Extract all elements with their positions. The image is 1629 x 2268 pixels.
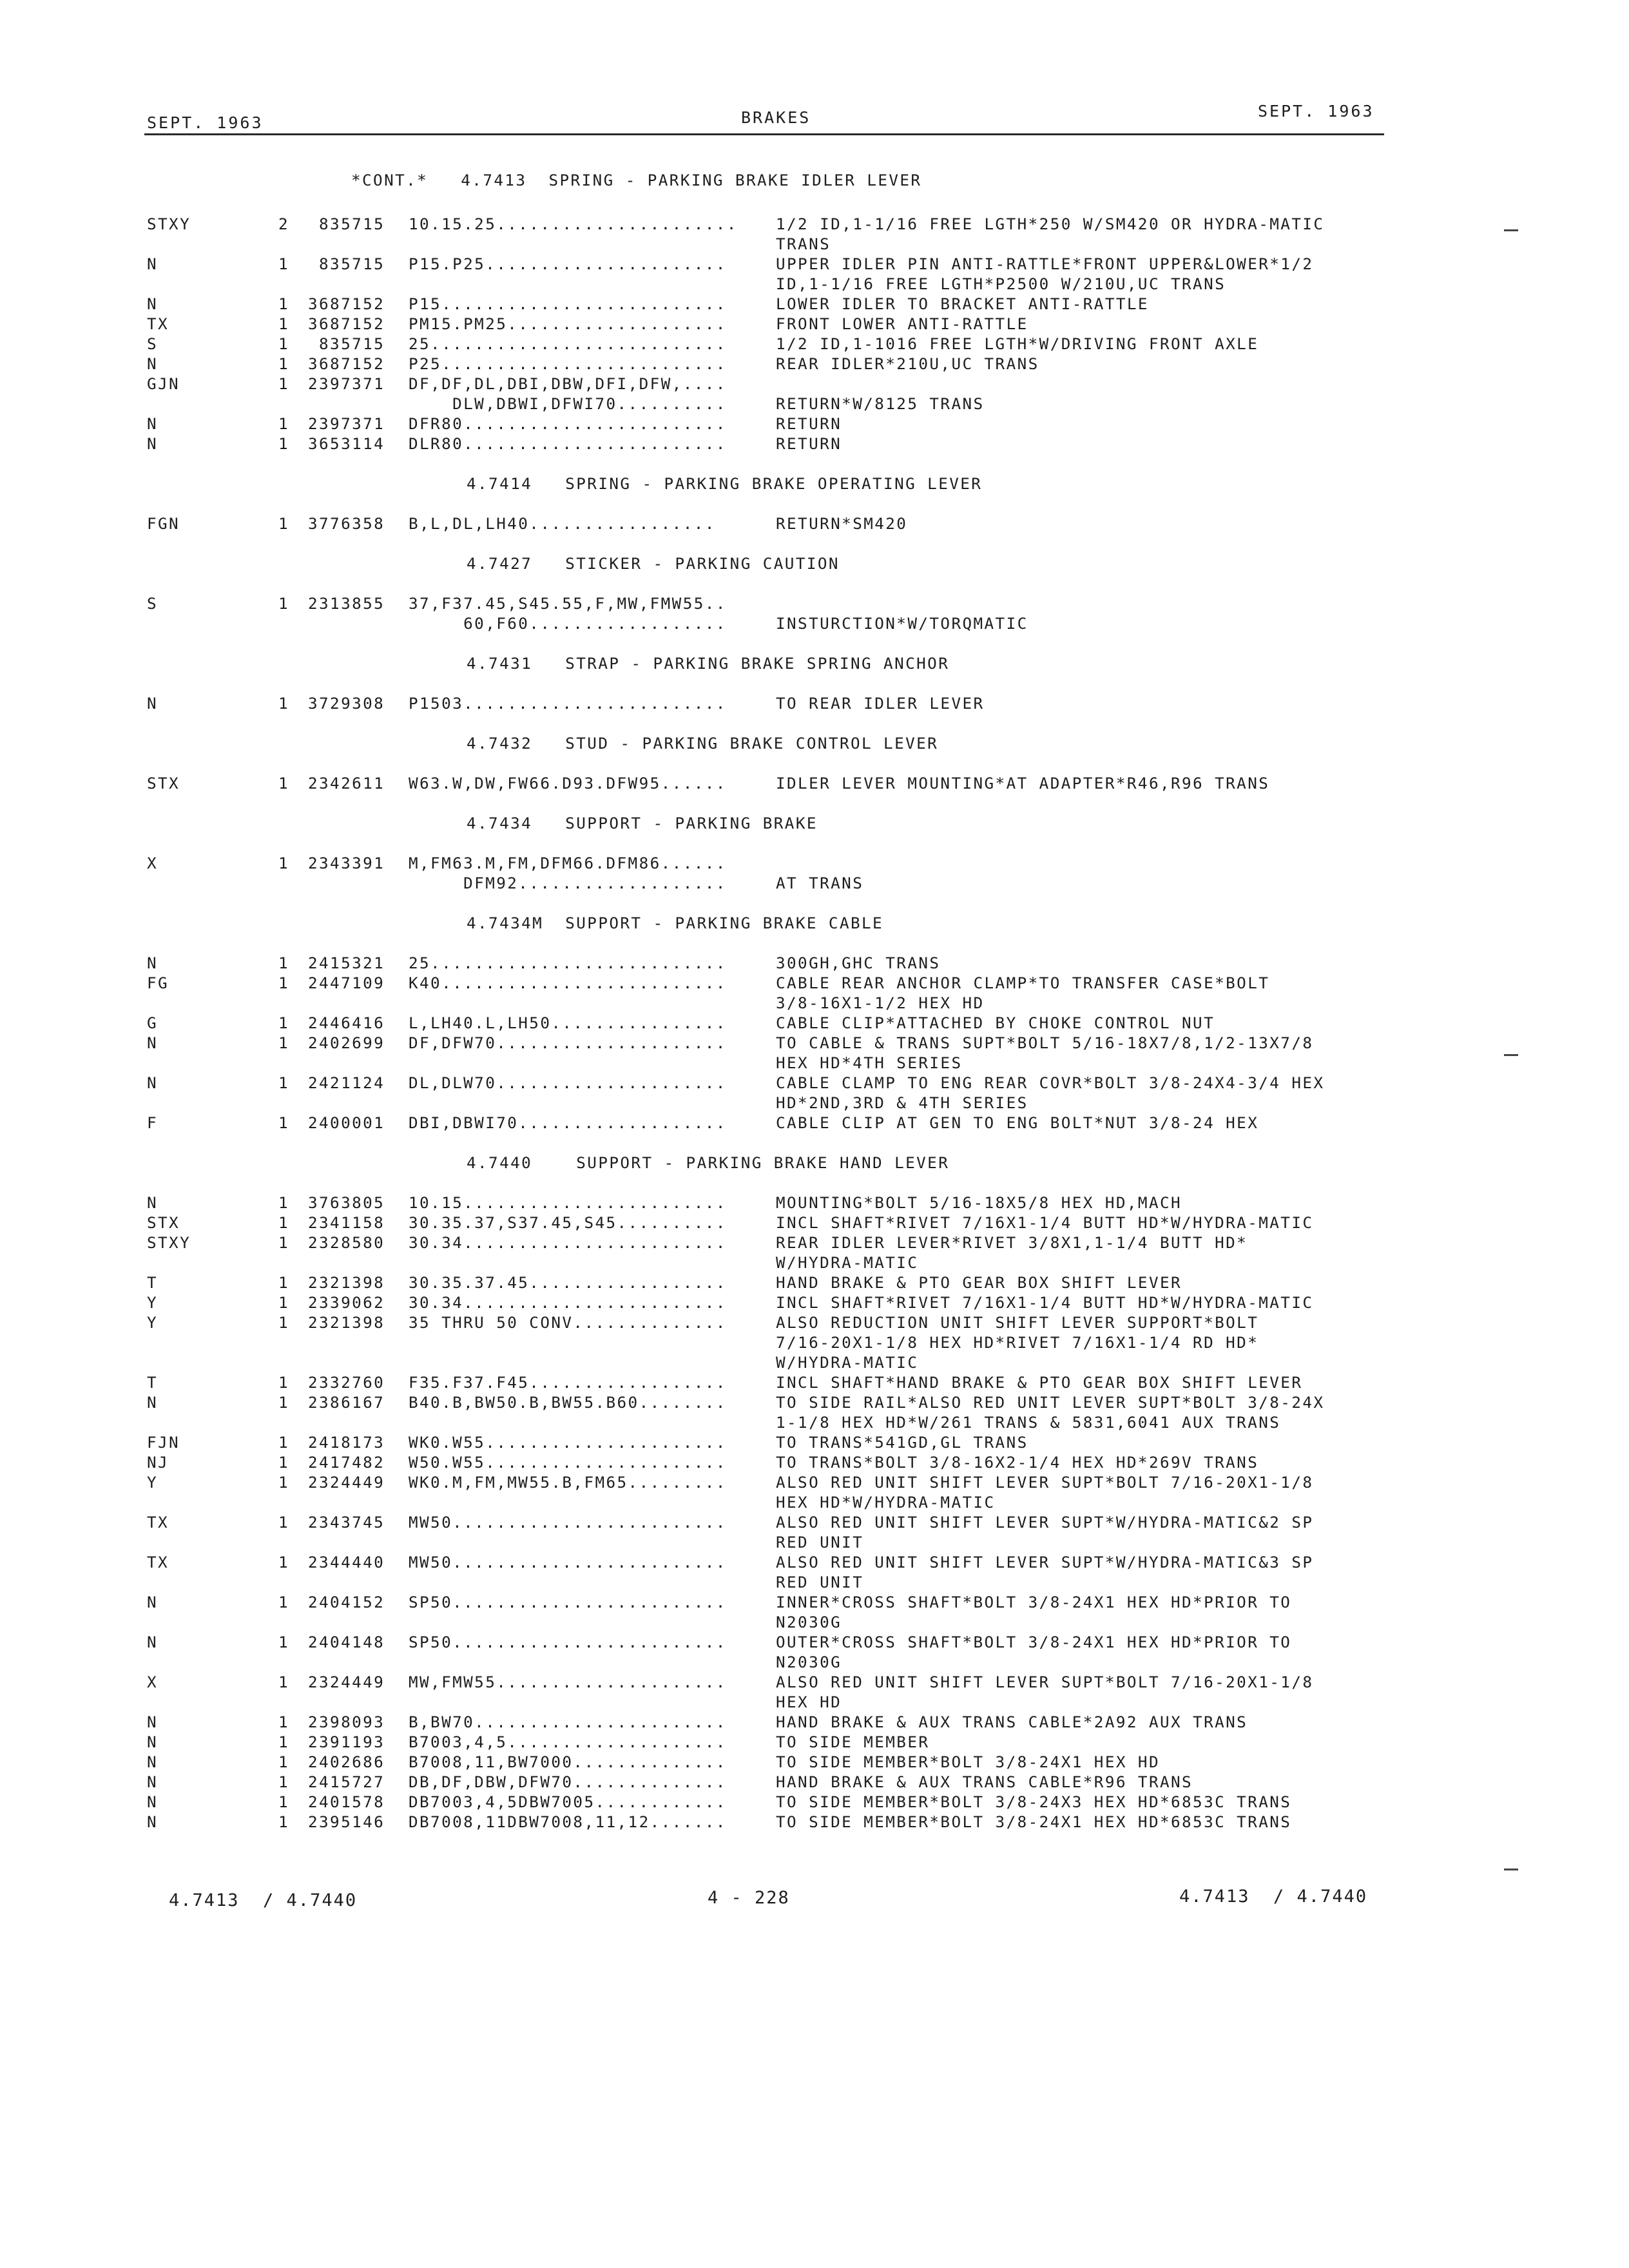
model-code: FJN: [147, 1433, 180, 1452]
part-number: 2342611: [308, 774, 385, 793]
part-number: 2321398: [308, 1313, 385, 1332]
model-code: X: [147, 854, 159, 872]
model-code: STXY: [147, 215, 191, 233]
model-code: N: [147, 255, 159, 273]
model-list: 35 THRU 50 CONV..............: [409, 1313, 727, 1332]
part-description: 1-1/8 HEX HD*W/261 TRANS & 5831,6041 AUX TRANS: [776, 1413, 1281, 1432]
part-number: 2398093: [308, 1713, 385, 1731]
part-number: 2401578: [308, 1792, 385, 1811]
part-description: CABLE CLIP AT GEN TO ENG BOLT*NUT 3/8-24 HEX: [776, 1113, 1259, 1132]
quantity: 1: [278, 1373, 290, 1392]
quantity: 1: [278, 1393, 290, 1412]
model-code: N: [147, 954, 159, 972]
quantity: 1: [278, 334, 290, 353]
quantity: 1: [278, 1313, 290, 1332]
part-number: 2418173: [308, 1433, 385, 1452]
part-description: ALSO RED UNIT SHIFT LEVER SUPT*W/HYDRA-MATIC&2 SP: [776, 1513, 1314, 1532]
model-list: 10.15........................: [409, 1193, 727, 1212]
model-code: N: [147, 1753, 159, 1771]
part-number: 2402686: [308, 1753, 385, 1771]
part-description: TO CABLE & TRANS SUPT*BOLT 5/16-18X7/8,1/2-13X7/8: [776, 1033, 1314, 1052]
section-heading: 4.7431 STRAP - PARKING BRAKE SPRING ANCHOR: [467, 654, 950, 673]
part-description: ID,1-1/16 FREE LGTH*P2500 W/210U,UC TRANS: [776, 274, 1226, 293]
part-description: RETURN*W/8125 TRANS: [776, 394, 985, 413]
section-heading: 4.7414 SPRING - PARKING BRAKE OPERATING LEVER: [467, 474, 983, 493]
model-code: N: [147, 414, 159, 433]
quantity: 1: [278, 1633, 290, 1651]
part-description: 1/2 ID,1-1/16 FREE LGTH*250 W/SM420 OR HYDRA-MATIC: [776, 215, 1325, 233]
model-code: TX: [147, 1513, 169, 1532]
model-list: MW50.........................: [409, 1553, 727, 1571]
model-code: Y: [147, 1473, 159, 1492]
quantity: 1: [278, 1073, 290, 1092]
model-code: STX: [147, 1213, 180, 1232]
section-heading: 4.7434M SUPPORT - PARKING BRAKE CABLE: [467, 914, 884, 932]
model-list: DLW,DBWI,DFWI70..........: [409, 394, 727, 413]
model-code: N: [147, 1593, 159, 1611]
part-number: 2343745: [308, 1513, 385, 1532]
model-list: DF,DF,DL,DBI,DBW,DFI,DFW,....: [409, 374, 727, 393]
model-list: DBI,DBWI70...................: [409, 1113, 727, 1132]
part-number: 3687152: [308, 354, 385, 373]
model-code: N: [147, 1033, 159, 1052]
part-description: RETURN: [776, 414, 842, 433]
header-section-title: BRAKES: [741, 108, 811, 127]
model-list: B7003,4,5....................: [409, 1733, 727, 1751]
quantity: 1: [278, 694, 290, 713]
model-code: F: [147, 1113, 159, 1132]
part-description: TO REAR IDLER LEVER: [776, 694, 985, 713]
part-description: ALSO REDUCTION UNIT SHIFT LEVER SUPPORT*BOLT: [776, 1313, 1259, 1332]
model-list: DB7008,11DBW7008,11,12.......: [409, 1812, 727, 1831]
part-description: CABLE REAR ANCHOR CLAMP*TO TRANSFER CASE*BOLT: [776, 974, 1270, 992]
section-heading: 4.7427 STICKER - PARKING CAUTION: [467, 554, 840, 573]
quantity: 1: [278, 1553, 290, 1571]
quantity: 1: [278, 1273, 290, 1292]
part-description: HEX HD: [776, 1693, 842, 1711]
part-number: 2397371: [308, 414, 385, 433]
section-heading: 4.7440 SUPPORT - PARKING BRAKE HAND LEVER: [467, 1153, 950, 1172]
part-description: CABLE CLAMP TO ENG REAR COVR*BOLT 3/8-24X4-3/4 HEX: [776, 1073, 1325, 1092]
quantity: 1: [278, 954, 290, 972]
quantity: 2: [278, 215, 290, 233]
part-description: INCL SHAFT*RIVET 7/16X1-1/4 BUTT HD*W/HYDRA-MATIC: [776, 1213, 1314, 1232]
part-description: LOWER IDLER TO BRACKET ANTI-RATTLE: [776, 294, 1149, 313]
model-code: N: [147, 1812, 159, 1831]
part-description: 7/16-20X1-1/8 HEX HD*RIVET 7/16X1-1/4 RD HD*: [776, 1333, 1259, 1352]
part-description: AT TRANS: [776, 874, 864, 892]
part-description: TO SIDE MEMBER*BOLT 3/8-24X1 HEX HD*6853C TRANS: [776, 1812, 1292, 1831]
model-code: N: [147, 434, 159, 453]
part-description: TO SIDE MEMBER*BOLT 3/8-24X3 HEX HD*6853C TRANS: [776, 1792, 1292, 1811]
model-code: NJ: [147, 1453, 169, 1472]
part-description: INSTURCTION*W/TORQMATIC: [776, 614, 1028, 633]
model-code: S: [147, 594, 159, 613]
part-number: 2339062: [308, 1293, 385, 1312]
model-list: DB7003,4,5DBW7005............: [409, 1792, 727, 1811]
model-list: WK0.W55......................: [409, 1433, 727, 1452]
quantity: 1: [278, 1213, 290, 1232]
model-list: DB,DF,DBW,DFW70..............: [409, 1773, 727, 1791]
quantity: 1: [278, 1812, 290, 1831]
model-list: PM15.PM25....................: [409, 314, 727, 333]
model-code: TX: [147, 1553, 169, 1571]
quantity: 1: [278, 854, 290, 872]
part-number: 2341158: [308, 1213, 385, 1232]
model-list: 10.15.25......................: [409, 215, 738, 233]
part-description: REAR IDLER LEVER*RIVET 3/8X1,1-1/4 BUTT HD*: [776, 1233, 1248, 1252]
quantity: 1: [278, 1193, 290, 1212]
part-number: 2395146: [308, 1812, 385, 1831]
model-list: 60,F60..................: [409, 614, 727, 633]
part-number: 2343391: [308, 854, 385, 872]
quantity: 1: [278, 1733, 290, 1751]
quantity: 1: [278, 1113, 290, 1132]
quantity: 1: [278, 594, 290, 613]
part-number: 2344440: [308, 1553, 385, 1571]
model-code: N: [147, 354, 159, 373]
quantity: 1: [278, 434, 290, 453]
model-list: 25...........................: [409, 334, 727, 353]
model-list: L,LH40.L,LH50................: [409, 1014, 727, 1032]
part-description: 300GH,GHC TRANS: [776, 954, 941, 972]
model-list: P25..........................: [409, 354, 727, 373]
quantity: 1: [278, 354, 290, 373]
model-list: SP50.........................: [409, 1633, 727, 1651]
part-description: ALSO RED UNIT SHIFT LEVER SUPT*W/HYDRA-MATIC&3 SP: [776, 1553, 1314, 1571]
quantity: 1: [278, 1433, 290, 1452]
part-description: HEX HD*4TH SERIES: [776, 1053, 963, 1072]
part-description: ALSO RED UNIT SHIFT LEVER SUPT*BOLT 7/16-20X1-1/8: [776, 1673, 1314, 1691]
part-description: TRANS: [776, 235, 831, 253]
section-heading: 4.7432 STUD - PARKING BRAKE CONTROL LEVER: [467, 734, 939, 753]
quantity: 1: [278, 1033, 290, 1052]
part-description: UPPER IDLER PIN ANTI-RATTLE*FRONT UPPER&LOWER*1/2: [776, 255, 1314, 273]
model-list: P1503........................: [409, 694, 727, 713]
part-number: 3687152: [308, 294, 385, 313]
quantity: 1: [278, 974, 290, 992]
model-code: N: [147, 1073, 159, 1092]
part-description: 1/2 ID,1-1016 FREE LGTH*W/DRIVING FRONT AXLE: [776, 334, 1259, 353]
quantity: 1: [278, 255, 290, 273]
part-number: 2332760: [308, 1373, 385, 1392]
quantity: 1: [278, 1593, 290, 1611]
part-number: 2397371: [308, 374, 385, 393]
continued-heading: *CONT.* 4.7413 SPRING - PARKING BRAKE IDLER LEVER: [351, 171, 922, 189]
model-list: W50.W55......................: [409, 1453, 727, 1472]
model-code: S: [147, 334, 159, 353]
part-description: IDLER LEVER MOUNTING*AT ADAPTER*R46,R96 TRANS: [776, 774, 1270, 793]
part-description: TO TRANS*BOLT 3/8-16X2-1/4 HEX HD*269V TRANS: [776, 1453, 1259, 1472]
part-description: TO SIDE MEMBER: [776, 1733, 930, 1751]
model-code: G: [147, 1014, 159, 1032]
quantity: 1: [278, 374, 290, 393]
model-list: B,L,DL,LH40.................: [409, 514, 716, 533]
quantity: 1: [278, 514, 290, 533]
part-number: 2324449: [308, 1673, 385, 1691]
model-list: MW,FMW55.....................: [409, 1673, 727, 1691]
model-code: N: [147, 294, 159, 313]
part-description: INCL SHAFT*HAND BRAKE & PTO GEAR BOX SHIFT LEVER: [776, 1373, 1303, 1392]
part-number: 2415727: [308, 1773, 385, 1791]
model-code: TX: [147, 314, 169, 333]
part-description: TO TRANS*541GD,GL TRANS: [776, 1433, 1028, 1452]
model-code: T: [147, 1273, 159, 1292]
model-list: B,BW70.......................: [409, 1713, 727, 1731]
part-description: W/HYDRA-MATIC: [776, 1253, 919, 1272]
part-number: 2417482: [308, 1453, 385, 1472]
part-number: 3729308: [308, 694, 385, 713]
part-description: W/HYDRA-MATIC: [776, 1353, 919, 1372]
part-description: CABLE CLIP*ATTACHED BY CHOKE CONTROL NUT: [776, 1014, 1215, 1032]
quantity: 1: [278, 1753, 290, 1771]
part-number: 2415321: [308, 954, 385, 972]
part-description: HD*2ND,3RD & 4TH SERIES: [776, 1093, 1028, 1112]
part-description: N2030G: [776, 1613, 842, 1631]
model-list: P15.P25......................: [409, 255, 727, 273]
model-code: N: [147, 694, 159, 713]
footer-page-number: 4 - 228: [708, 1888, 790, 1908]
model-list: 25...........................: [409, 954, 727, 972]
model-list: MW50.........................: [409, 1513, 727, 1532]
model-list: 30.34........................: [409, 1293, 727, 1312]
model-code: STX: [147, 774, 180, 793]
model-code: N: [147, 1733, 159, 1751]
model-code: FGN: [147, 514, 180, 533]
model-list: M,FM63.M,FM,DFM66.DFM86......: [409, 854, 727, 872]
model-code: N: [147, 1773, 159, 1791]
part-description: N2030G: [776, 1653, 842, 1671]
part-description: HAND BRAKE & AUX TRANS CABLE*R96 TRANS: [776, 1773, 1193, 1791]
part-number: 2404148: [308, 1633, 385, 1651]
quantity: 1: [278, 414, 290, 433]
part-description: RED UNIT: [776, 1533, 864, 1552]
part-number: 2324449: [308, 1473, 385, 1492]
part-number: 2400001: [308, 1113, 385, 1132]
part-number: 835715: [308, 215, 385, 233]
model-code: Y: [147, 1293, 159, 1312]
model-list: WK0.M,FM,MW55.B,FM65.........: [409, 1473, 727, 1492]
part-description: INNER*CROSS SHAFT*BOLT 3/8-24X1 HEX HD*PRIOR TO: [776, 1593, 1292, 1611]
part-description: RETURN*SM420: [776, 514, 908, 533]
model-list: DLR80........................: [409, 434, 727, 453]
model-code: N: [147, 1633, 159, 1651]
model-list: F35.F37.F45..................: [409, 1373, 727, 1392]
quantity: 1: [278, 1293, 290, 1312]
model-code: X: [147, 1673, 159, 1691]
quantity: 1: [278, 774, 290, 793]
part-number: 2328580: [308, 1233, 385, 1252]
part-description: 3/8-16X1-1/2 HEX HD: [776, 994, 985, 1012]
quantity: 1: [278, 1453, 290, 1472]
quantity: 1: [278, 1233, 290, 1252]
model-list: 30.35.37,S37.45,S45..........: [409, 1213, 727, 1232]
part-description: FRONT LOWER ANTI-RATTLE: [776, 314, 1028, 333]
part-number: 2391193: [308, 1733, 385, 1751]
part-number: 3776358: [308, 514, 385, 533]
part-number: 2386167: [308, 1393, 385, 1412]
model-code: N: [147, 1193, 159, 1212]
model-list: DFM92...................: [409, 874, 727, 892]
part-number: 2447109: [308, 974, 385, 992]
quantity: 1: [278, 1792, 290, 1811]
part-number: 2446416: [308, 1014, 385, 1032]
header-date-left: SEPT. 1963: [147, 113, 264, 132]
margin-mark: [1504, 229, 1518, 231]
model-code: N: [147, 1713, 159, 1731]
part-number: 2404152: [308, 1593, 385, 1611]
quantity: 1: [278, 1473, 290, 1492]
model-code: T: [147, 1373, 159, 1392]
part-description: HAND BRAKE & AUX TRANS CABLE*2A92 AUX TRANS: [776, 1713, 1248, 1731]
model-code: GJN: [147, 374, 180, 393]
part-number: 2421124: [308, 1073, 385, 1092]
model-list: B40.B,BW50.B,BW55.B60........: [409, 1393, 727, 1412]
quantity: 1: [278, 1713, 290, 1731]
model-list: 30.35.37.45..................: [409, 1273, 727, 1292]
quantity: 1: [278, 1673, 290, 1691]
model-list: DF,DFW70.....................: [409, 1033, 727, 1052]
header-rule: [144, 133, 1384, 135]
part-number: 3763805: [308, 1193, 385, 1212]
part-number: 2321398: [308, 1273, 385, 1292]
quantity: 1: [278, 1773, 290, 1791]
model-list: DFR80........................: [409, 414, 727, 433]
model-list: SP50.........................: [409, 1593, 727, 1611]
model-code: FG: [147, 974, 169, 992]
part-number: 3653114: [308, 434, 385, 453]
part-description: RETURN: [776, 434, 842, 453]
model-code: STXY: [147, 1233, 191, 1252]
model-list: W63.W,DW,FW66.D93.DFW95......: [409, 774, 727, 793]
part-description: MOUNTING*BOLT 5/16-18X5/8 HEX HD,MACH: [776, 1193, 1182, 1212]
part-description: TO SIDE RAIL*ALSO RED UNIT LEVER SUPT*BOLT 3/8-24X: [776, 1393, 1325, 1412]
part-description: REAR IDLER*210U,UC TRANS: [776, 354, 1039, 373]
margin-mark: [1504, 1054, 1518, 1056]
model-list: P15..........................: [409, 294, 727, 313]
model-list: DL,DLW70.....................: [409, 1073, 727, 1092]
part-number: 3687152: [308, 314, 385, 333]
part-number: 2313855: [308, 594, 385, 613]
part-description: ALSO RED UNIT SHIFT LEVER SUPT*BOLT 7/16-20X1-1/8: [776, 1473, 1314, 1492]
quantity: 1: [278, 1014, 290, 1032]
quantity: 1: [278, 314, 290, 333]
model-list: K40..........................: [409, 974, 727, 992]
footer-range-left: 4.7413 / 4.7440: [169, 1890, 358, 1910]
model-code: N: [147, 1393, 159, 1412]
model-list: 30.34........................: [409, 1233, 727, 1252]
section-heading: 4.7434 SUPPORT - PARKING BRAKE: [467, 814, 818, 832]
quantity: 1: [278, 1513, 290, 1532]
part-number: 835715: [308, 255, 385, 273]
margin-mark: [1504, 1869, 1518, 1870]
part-description: OUTER*CROSS SHAFT*BOLT 3/8-24X1 HEX HD*PRIOR TO: [776, 1633, 1292, 1651]
part-description: HEX HD*W/HYDRA-MATIC: [776, 1493, 996, 1512]
footer-range-right: 4.7413 / 4.7440: [1179, 1887, 1368, 1907]
part-description: INCL SHAFT*RIVET 7/16X1-1/4 BUTT HD*W/HYDRA-MATIC: [776, 1293, 1314, 1312]
header-date-right: SEPT. 1963: [1258, 102, 1374, 120]
part-description: HAND BRAKE & PTO GEAR BOX SHIFT LEVER: [776, 1273, 1182, 1292]
model-code: Y: [147, 1313, 159, 1332]
quantity: 1: [278, 294, 290, 313]
part-description: RED UNIT: [776, 1573, 864, 1591]
part-number: 2402699: [308, 1033, 385, 1052]
model-list: B7008,11,BW7000..............: [409, 1753, 727, 1771]
model-list: 37,F37.45,S45.55,F,MW,FMW55..: [409, 594, 727, 613]
part-number: 835715: [308, 334, 385, 353]
part-description: TO SIDE MEMBER*BOLT 3/8-24X1 HEX HD: [776, 1753, 1160, 1771]
model-code: N: [147, 1792, 159, 1811]
